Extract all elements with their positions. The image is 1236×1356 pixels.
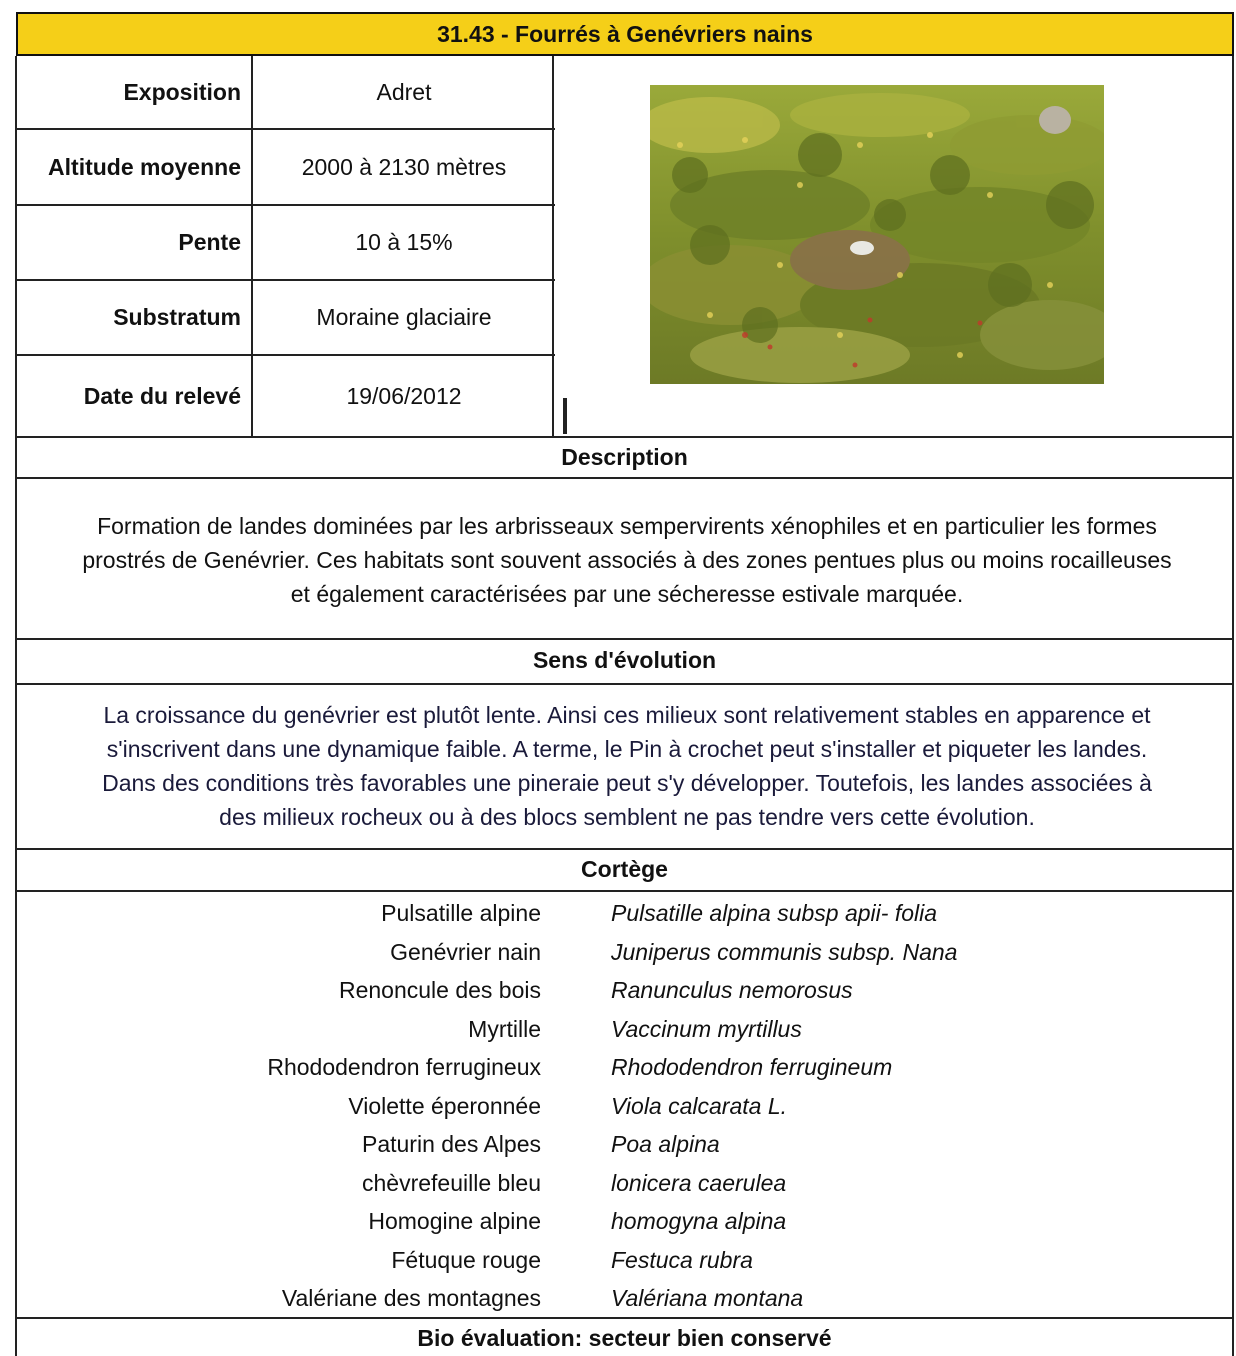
divider <box>15 683 1234 685</box>
divider <box>15 848 1234 850</box>
info-row-altitude <box>15 130 555 206</box>
info-label: Pente <box>15 206 253 279</box>
species-row <box>15 896 1234 935</box>
species-common-name: Rhododendron ferrugineux <box>267 1054 541 1080</box>
info-value: 10 à 15% <box>355 229 453 255</box>
cortege-heading: Cortège <box>581 856 668 882</box>
description-text <box>22 509 1232 611</box>
species-common-name: Violette éperonnée <box>348 1092 541 1119</box>
species-common-name: Myrtille <box>468 1015 541 1042</box>
description-heading: Description <box>561 444 688 470</box>
species-latin-name: lonicera caerulea <box>611 1169 787 1196</box>
evolution-text <box>22 698 1232 834</box>
species-row <box>15 1204 1234 1243</box>
description-line: et également caractérisées par une sécheresse estivale marquée. <box>290 581 964 607</box>
habitat-sheet <box>12 12 1236 1356</box>
evolution-heading: Sens d'évolution <box>532 647 717 673</box>
evolution-line: s'inscrivent dans une dynamique faible. A terme, le Pin à crochet peut s'installer et piqueter les landes. <box>106 736 1148 762</box>
species-row <box>15 935 1234 974</box>
species-row <box>15 1127 1234 1166</box>
species-row <box>15 1089 1234 1128</box>
divider <box>15 890 1234 892</box>
species-row <box>15 1166 1234 1205</box>
species-common-name: Homogine alpine <box>368 1208 541 1234</box>
species-latin-name: homogyna alpina <box>611 1208 787 1234</box>
species-latin-name: Pulsatille alpina subsp apii- folia <box>611 900 938 926</box>
description-line: Formation de landes dominées par les arbrisseaux sempervirents xénophiles et en particulier les formes <box>97 513 1157 539</box>
info-row-substratum <box>15 281 555 356</box>
divider <box>15 1317 1234 1319</box>
species-common-name: Fétuque rouge <box>391 1246 541 1273</box>
info-value: 2000 à 2130 mètres <box>301 153 507 180</box>
double-tick-mark <box>563 398 567 434</box>
info-value: 19/06/2012 <box>346 382 462 409</box>
info-row-exposition <box>15 56 555 130</box>
species-common-name: chèvrefeuille bleu <box>361 1169 541 1196</box>
species-row <box>15 1243 1234 1282</box>
habitat-photo <box>650 85 1104 384</box>
bio-evaluation: Bio évaluation: secteur bien conservé <box>417 1325 832 1351</box>
species-row <box>15 973 1234 1012</box>
species-common-name: Pulsatille alpine <box>381 900 541 926</box>
species-latin-name: Vaccinum myrtillus <box>611 1015 802 1042</box>
species-latin-name: Festuca rubra <box>611 1246 753 1273</box>
evolution-line: La croissance du genévrier est plutôt lente. Ainsi ces milieux sont relativement stables en apparence et <box>103 702 1151 728</box>
species-common-name: Paturin des Alpes <box>361 1131 541 1157</box>
info-row-pente <box>15 206 555 281</box>
evolution-line: des milieux rocheux ou à des blocs semblent ne pas tendre vers cette évolution. <box>219 804 1035 830</box>
info-label: Altitude moyenne <box>15 130 253 204</box>
species-latin-name: Viola calcarata L. <box>611 1092 788 1119</box>
divider <box>15 477 1234 479</box>
species-latin-name: Juniperus communis subsp. Nana <box>611 938 958 965</box>
info-label: Substratum <box>15 281 253 354</box>
species-row <box>15 1281 1234 1320</box>
species-common-name: Valériane des montagnes <box>281 1285 541 1311</box>
info-value: Moraine glaciaire <box>316 304 492 330</box>
info-label: Date du relevé <box>15 356 253 436</box>
info-table <box>15 56 555 436</box>
species-row <box>15 1050 1234 1089</box>
info-row-date <box>15 356 555 436</box>
info-value: Adret <box>376 78 432 105</box>
divider <box>15 638 1234 640</box>
species-latin-name: Poa alpina <box>611 1131 720 1157</box>
species-common-name: Renoncule des bois <box>338 977 541 1003</box>
species-common-name: Genévrier nain <box>390 938 541 965</box>
species-latin-name: Valériana montana <box>611 1285 804 1311</box>
species-latin-name: Ranunculus nemorosus <box>611 977 853 1003</box>
description-line: prostrés de Genévrier. Ces habitats sont souvent associés à des zones pentues plus ou moins rocailleuses <box>82 547 1172 573</box>
image-divider <box>552 56 554 436</box>
divider <box>15 436 1234 438</box>
info-label: Exposition <box>15 56 253 128</box>
species-list <box>15 896 1234 1320</box>
species-latin-name: Rhododendron ferrugineum <box>611 1054 893 1080</box>
species-row <box>15 1012 1234 1051</box>
habitat-title: 31.43 - Fourrés à Genévriers nains <box>16 12 1234 56</box>
evolution-line: Dans des conditions très favorables une pineraie peut s'y développer. Toutefois, les landes associées à <box>102 770 1152 796</box>
